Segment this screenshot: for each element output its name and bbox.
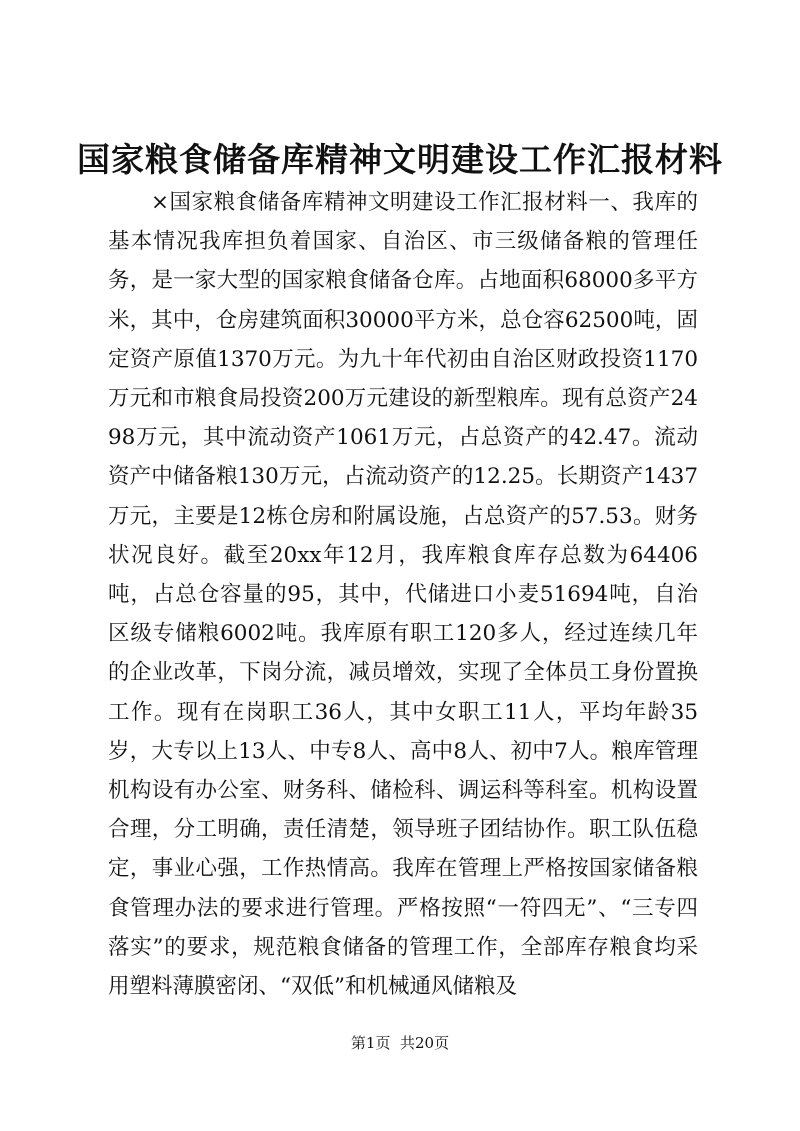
document-title: 国家粮食储备库精神文明建设工作汇报材料 (77, 140, 723, 179)
document-body-paragraph: ×国家粮食储备库精神文明建设工作汇报材料一、我库的基本情况我库担负着国家、自治区、市三级储备粮的管理任务，是一家大型的国家粮食储备仓库。占地面积68000多平方米，其中，仓房建筑面积30000平方米，总仓容62500吨，固定资产原值1370万元。为九十年代初由自治区财政投资1170万元和市粮食局投资200万元建设的新型粮库。现有总资产2498万元，其中流动资产1061万元，占总资产的42.47。流动资产中储备粮130万元，占流动资产的12.25。长期资产1437万元，主要是12栋仓房和附属设施，占总资产的57.53。财务状况良好。截至20xx年12月，我库粮食库存总数为64406吨，占总仓容量的95，其中，代储进口小麦51694吨，自治区级专储粮6002吨。我库原有职工120多人，经过连续几年的企业改革，下岗分流，减员增效，实现了全体员工身份置换工作。现有在岗职工36人，其中女职工11人，平均年龄35岁，大专以上13人、中专8人、高中8人、初中7人。粮库管理机构设有办公室、财务科、储检科、调运科等科室。机构设置合理，分工明确，责任清楚，领导班子团结协作。职工队伍稳定，事业心强，工作热情高。我库在管理上严格按国家储备粮食管理办法的要求进行管理。严格按照“一符四无”、“三专四落实”的要求，规范粮食储备的管理工作，全部库存粮食均采用塑料薄膜密闭、“双低”和机械通风储粮及 (108, 190, 698, 1000)
page-number-label: 第1页 共20页 (350, 1034, 450, 1052)
page-footer (0, 1033, 800, 1053)
